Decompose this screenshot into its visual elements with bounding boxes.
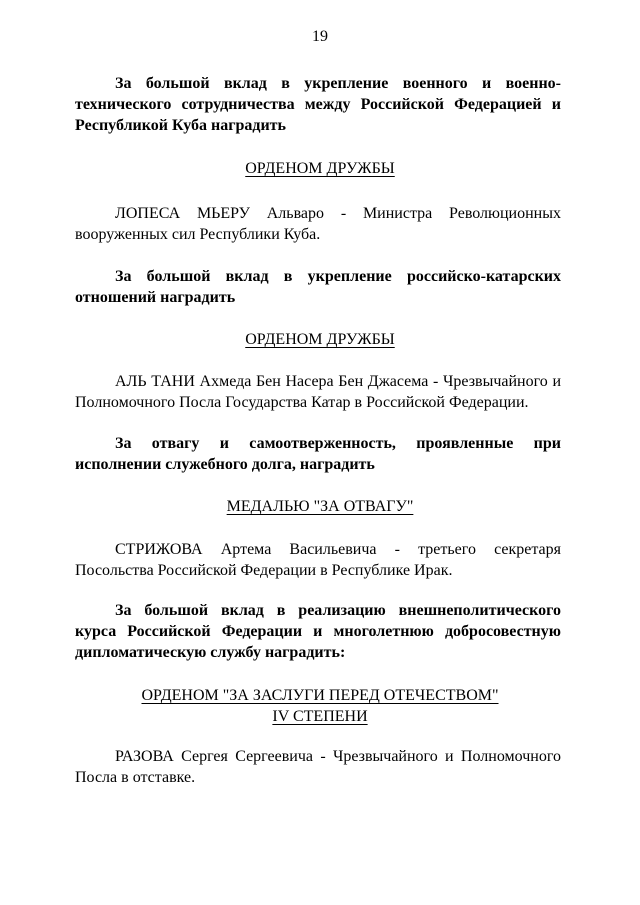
award-reason-3: За отвагу и самоотверженность, проявленные при исполнении служебного долга, наградить [75,435,561,473]
award-title-4-line2: IV СТЕПЕНИ [272,708,368,725]
award-title-2-text: ОРДЕНОМ ДРУЖБЫ [245,331,395,348]
award-title-1-text: ОРДЕНОМ ДРУЖБЫ [245,160,395,177]
award-title-3-text: МЕДАЛЬЮ "ЗА ОТВАГУ" [226,498,414,515]
recipient-3: СТРИЖОВА Артема Васильевича - третьего секретаря Посольства Российской Федерации в Республике Ирак. [75,541,561,579]
award-title-1 [0,158,640,179]
award-title-4-line1: ОРДЕНОМ "ЗА ЗАСЛУГИ ПЕРЕД ОТЕЧЕСТВОМ" [141,687,499,704]
recipient-1: ЛОПЕСА МЬЕРУ Альваро - Министра Революционных вооруженных сил Республики Куба. [75,205,561,243]
award-reason-2: За большой вклад в укрепление российско-катарских отношений наградить [75,268,561,306]
recipient-4: РАЗОВА Сергея Сергеевича - Чрезвычайного и Полномочного Посла в отставке. [75,748,561,786]
award-reason-4: За большой вклад в реализацию внешнеполитического курса Российской Федерации и многолетнюю добросовестную дипломатическую службу наградить: [75,602,561,661]
page-number: 19 [312,28,328,45]
award-title-2 [0,329,640,350]
award-reason-1: За большой вклад в укрепление военного и военно-технического сотрудничества между Российской Федерацией и Республикой Куба наградить [75,75,561,134]
recipient-2: АЛЬ ТАНИ Ахмеда Бен Насера Бен Джасема - Чрезвычайного и Полномочного Посла Государства Катар в Российской Федерации. [75,373,561,411]
award-title-4 [0,685,640,727]
award-title-3 [0,496,640,517]
